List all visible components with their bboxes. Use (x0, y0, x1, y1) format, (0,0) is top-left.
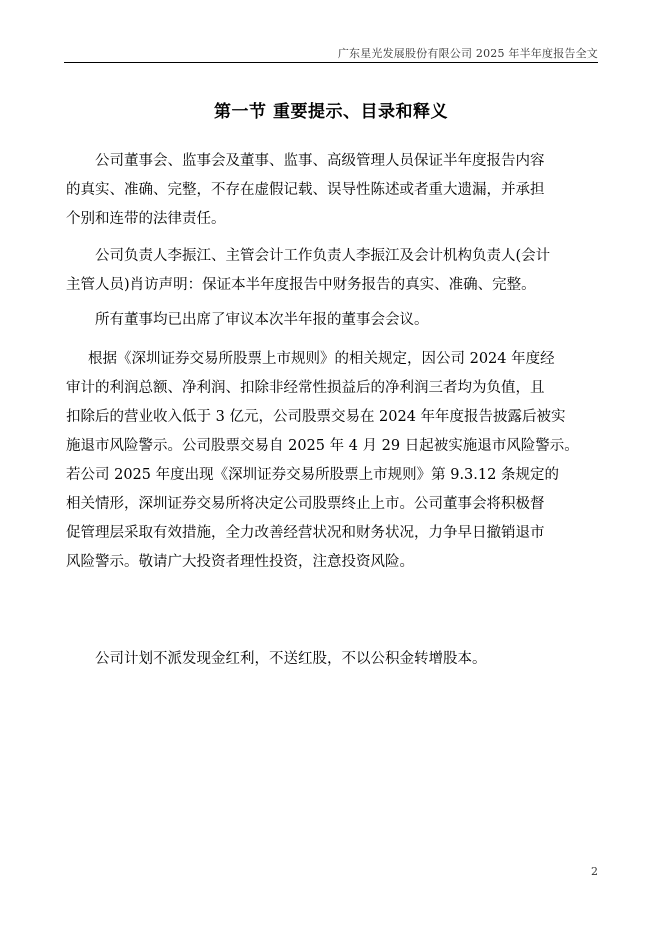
paragraph-line: 个别和连带的法律责任。 (66, 211, 226, 227)
page-number: 2 (591, 865, 598, 878)
paragraph-dividend-plan (66, 645, 596, 674)
paragraph-line: 扣除后的营业收入低于 3 亿元，公司股票交易在 2024 年年度报告披露后被实 (66, 409, 566, 425)
paragraph-line: 主管人员)肖访声明：保证本半年度报告中财务报告的真实、准确、完整。 (66, 277, 536, 293)
running-header: 广东星光发展股份有限公司 2025 年半年度报告全文 (337, 47, 598, 60)
paragraph-responsible-persons (66, 242, 596, 300)
paragraph-board-guarantee (66, 147, 596, 234)
header-rule (64, 62, 598, 63)
paragraph-line: 促管理层采取有效措施，全力改善经营状况和财务状况，力争早日撤销退市 (66, 525, 545, 541)
paragraph-delisting-risk (66, 345, 596, 577)
paragraph-line: 根据《深圳证券交易所股票上市规则》的相关规定，因公司 2024 年度经 (88, 351, 555, 367)
section-title: 第一节 重要提示、目录和释义 (214, 102, 448, 122)
paragraph-line: 若公司 2025 年度出现《深圳证券交易所股票上市规则》第 9.3.12 条规定的 (66, 467, 559, 483)
paragraph-line: 公司董事会、监事会及董事、监事、高级管理人员保证半年度报告内容 (95, 153, 545, 169)
paragraph-line: 施退市风险警示。公司股票交易自 2025 年 4 月 29 日起被实施退市风险警示。 (66, 438, 579, 454)
paragraph-line: 风险警示。敬请广大投资者理性投资，注意投资风险。 (66, 554, 414, 570)
paragraph-line: 所有董事均已出席了审议本次半年报的董事会会议。 (95, 312, 429, 328)
paragraph-line: 公司负责人李振江、主管会计工作负责人李振江及会计机构负责人(会计 (95, 248, 551, 264)
paragraph-line: 相关情形，深圳证券交易所将决定公司股票终止上市。公司董事会将积极督 (66, 496, 545, 512)
paragraph-line: 审计的利润总额、净利润、扣除非经常性损益后的净利润三者均为负值，且 (66, 380, 545, 396)
paragraph-line: 的真实、准确、完整，不存在虚假记载、误导性陈述或者重大遗漏，并承担 (66, 182, 545, 198)
paragraph-line: 公司计划不派发现金红利，不送红股，不以公积金转增股本。 (95, 651, 487, 667)
paragraph-attendance (66, 306, 596, 335)
